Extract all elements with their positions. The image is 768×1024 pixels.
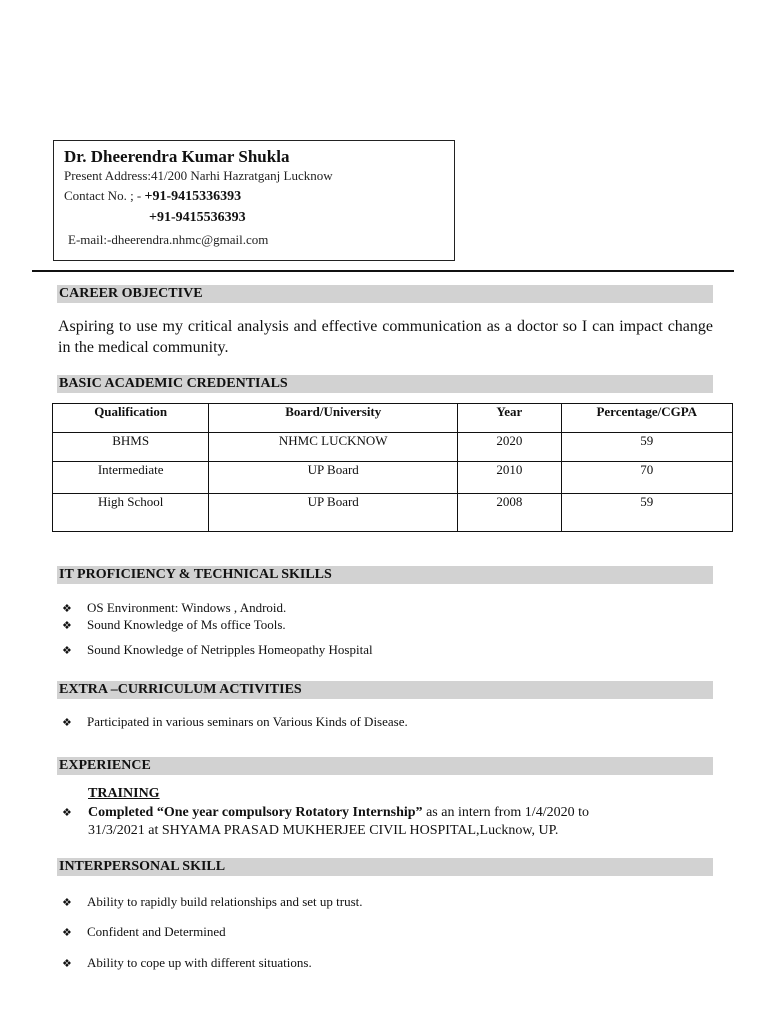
table-cell: BHMS <box>53 433 209 462</box>
internship-title: “One year compulsory Rotatory Internship” <box>156 805 423 820</box>
table-cell: 70 <box>561 462 732 494</box>
table-cell: 59 <box>561 494 732 532</box>
table-cell: Intermediate <box>53 462 209 494</box>
training-heading: TRAINING <box>88 786 160 801</box>
list-item-text: Participated in various seminars on Various Kinds of Disease. <box>87 714 408 729</box>
section-extra-curricular: EXTRA –CURRICULUM ACTIVITIES <box>57 681 713 699</box>
phone-primary: +91-9415336393 <box>144 189 242 204</box>
table-cell: 59 <box>561 433 732 462</box>
section-career-objective: CAREER OBJECTIVE <box>57 285 713 303</box>
table-cell: 2010 <box>458 462 561 494</box>
list-item <box>62 955 312 971</box>
table-header: Board/University <box>209 404 458 433</box>
list-item <box>62 642 373 658</box>
email-address: E-mail:-dheerendra.nhmc@gmail.com <box>68 232 269 247</box>
bullet-icon: ❖ <box>62 807 72 819</box>
phone-secondary: +91-9415536393 <box>149 210 246 225</box>
list-item <box>62 600 286 616</box>
list-item-text: Ability to rapidly build relationships and set up trust. <box>87 894 363 909</box>
list-item <box>62 924 226 940</box>
table-header: Year <box>458 404 561 433</box>
contact-header-box <box>53 140 455 261</box>
bullet-icon: ❖ <box>62 717 72 729</box>
bullet-icon: ❖ <box>62 927 72 939</box>
contact-label: Contact No. ; - <box>64 188 145 203</box>
table-cell: UP Board <box>209 494 458 532</box>
list-item-text: Ability to cope up with different situations. <box>87 955 312 970</box>
internship-hospital: 31/3/2021 at SHYAMA PRASAD MUKHERJEE CIVIL HOSPITAL,Lucknow, UP. <box>88 823 559 838</box>
section-it-skills: IT PROFICIENCY & TECHNICAL SKILLS <box>57 566 713 584</box>
bullet-icon: ❖ <box>62 897 72 909</box>
list-item <box>62 894 363 910</box>
contact-number <box>64 188 241 205</box>
bullet-icon: ❖ <box>62 645 72 657</box>
header-divider <box>32 270 734 272</box>
internship-line <box>62 805 589 821</box>
table-cell: 2008 <box>458 494 561 532</box>
table-cell: UP Board <box>209 462 458 494</box>
bullet-icon: ❖ <box>62 620 72 632</box>
table-cell: NHMC LUCKNOW <box>209 433 458 462</box>
table-cell: High School <box>53 494 209 532</box>
section-academic-credentials: BASIC ACADEMIC CREDENTIALS <box>57 375 713 393</box>
candidate-name: Dr. Dheerendra Kumar Shukla <box>64 147 290 166</box>
list-item-text: Sound Knowledge of Ms office Tools. <box>87 617 286 632</box>
academic-credentials-table <box>52 403 733 532</box>
bullet-icon: ❖ <box>62 603 72 615</box>
bullet-icon: ❖ <box>62 958 72 970</box>
table-row <box>53 433 733 462</box>
list-item <box>62 617 286 633</box>
list-item <box>62 714 408 730</box>
career-objective-text: Aspiring to use my critical analysis and effective communication as a doctor so I can impact change in the medical community. <box>58 318 713 356</box>
list-item-text: OS Environment: Windows , Android. <box>87 600 287 615</box>
section-experience: EXPERIENCE <box>57 757 713 775</box>
internship-dates: as an intern from 1/4/2020 to <box>422 805 589 820</box>
section-interpersonal: INTERPERSONAL SKILL <box>57 858 713 876</box>
list-item-text: Sound Knowledge of Netripples Homeopathy Hospital <box>87 642 373 657</box>
completed-label: Completed <box>88 805 157 820</box>
present-address: Present Address:41/200 Narhi Hazratganj Lucknow <box>64 168 333 183</box>
table-header: Qualification <box>53 404 209 433</box>
list-item-text: Confident and Determined <box>87 924 226 939</box>
table-header-row <box>53 404 733 433</box>
table-cell: 2020 <box>458 433 561 462</box>
table-row <box>53 462 733 494</box>
table-row <box>53 494 733 532</box>
table-header: Percentage/CGPA <box>561 404 732 433</box>
